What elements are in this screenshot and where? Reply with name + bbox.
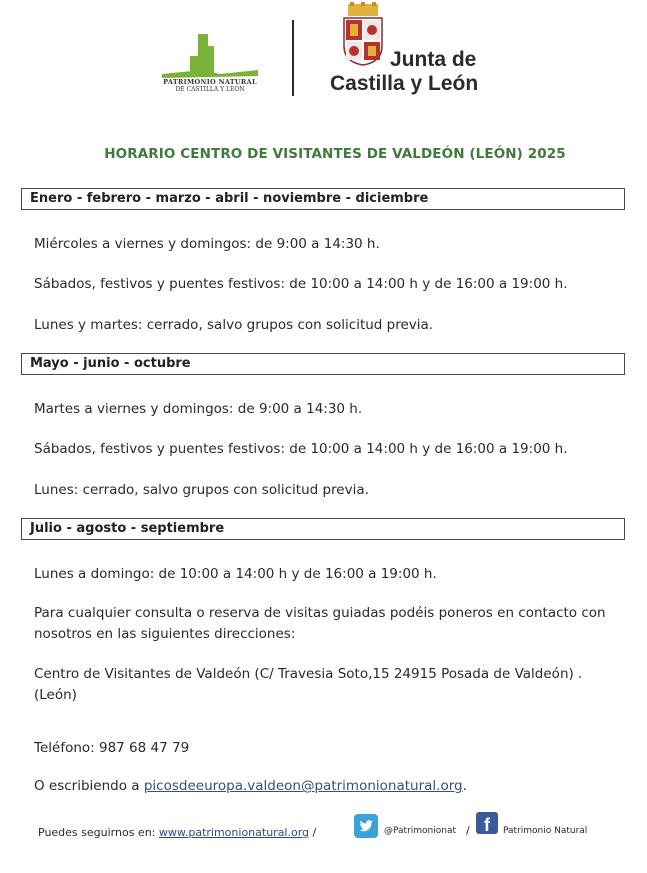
section-header-spring — [21, 353, 625, 375]
castilla-leon-shield-icon — [340, 2, 386, 66]
castilla-y-leon-text: Castilla y León — [330, 72, 479, 95]
footer-slash-2: / — [466, 824, 470, 837]
website-link[interactable]: www.patrimonionatural.org — [158, 826, 310, 839]
section-header-summer — [21, 518, 625, 540]
contact-email-line — [34, 778, 467, 794]
footer-slash: / — [309, 826, 317, 839]
facebook-name[interactable]: Patrimonio Natural — [503, 826, 588, 836]
schedule-line: Martes a viernes y domingos: de 9:00 a 14:30 h. — [34, 401, 363, 417]
follow-text: Puedes seguirnos en: — [38, 826, 159, 839]
email-suffix: . — [462, 778, 467, 794]
contact-intro: Para cualquier consulta o reserva de visitas guiadas podéis poneros en contacto con nosotros en las siguientes direcciones: — [34, 605, 606, 642]
section-label: Julio - agosto - septiembre — [30, 521, 225, 536]
patrimonio-natural-text: PATRIMONIO NATURAL — [163, 78, 257, 86]
twitter-icon[interactable] — [354, 814, 378, 838]
schedule-line: Miércoles a viernes y domingos: de 9:00 a 14:30 h. — [34, 236, 380, 252]
logo-divider — [292, 20, 294, 96]
schedule-line: Lunes y martes: cerrado, salvo grupos con solicitud previa. — [34, 317, 434, 333]
schedule-line: Sábados, festivos y puentes festivos: de 10:00 a 14:00 h y de 16:00 a 19:00 h. — [34, 276, 568, 292]
section-label: Mayo - junio - octubre — [30, 356, 191, 371]
schedule-line: Lunes a domingo: de 10:00 a 14:00 h y de 16:00 a 19:00 h. — [34, 566, 437, 582]
contact-phone: Teléfono: 987 68 47 79 — [34, 740, 190, 756]
twitter-handle[interactable]: @Patrimonionat — [384, 826, 456, 836]
patrimonio-natural-subtext: DE CASTILLA Y LEÓN — [175, 86, 245, 93]
section-header-winter — [21, 188, 625, 210]
section-label: Enero - febrero - marzo - abril - noviembre - diciembre — [30, 191, 429, 206]
junta-de-text: Junta de — [390, 48, 477, 71]
contact-address: Centro de Visitantes de Valdeón (C/ Travesia Soto,15 24915 Posada de Valdeón) .(León) — [34, 666, 583, 703]
facebook-icon[interactable]: f — [476, 812, 498, 834]
footer-follow — [38, 826, 316, 839]
page-title: HORARIO CENTRO DE VISITANTES DE VALDEÓN (LEÓN) 2025 — [104, 146, 566, 162]
email-link[interactable]: picosdeeuropa.valdeon@patrimonionatural.org — [143, 778, 463, 794]
schedule-line: Sábados, festivos y puentes festivos: de 10:00 a 14:00 h y de 16:00 a 19:00 h. — [34, 441, 568, 457]
email-prefix: O escribiendo a — [34, 778, 144, 794]
schedule-line: Lunes: cerrado, salvo grupos con solicitud previa. — [34, 482, 369, 498]
